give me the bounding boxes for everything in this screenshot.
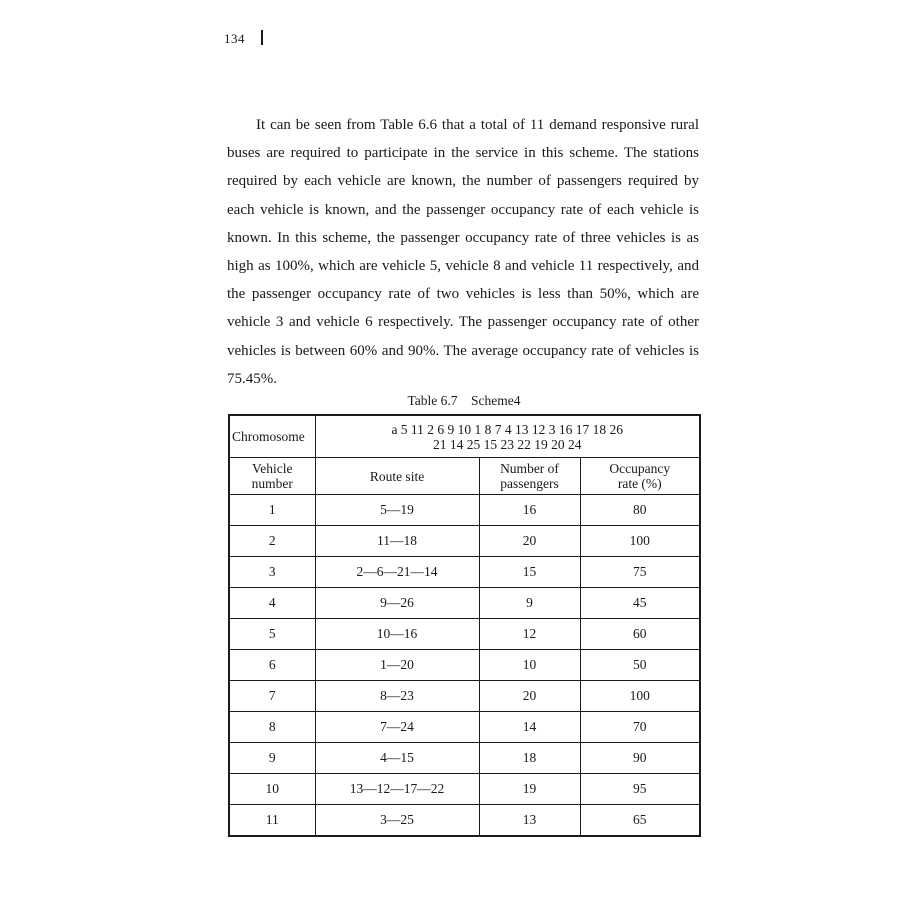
- cell-occupancy-rate: 65: [580, 805, 700, 837]
- cell-route-site: 11—18: [315, 526, 479, 557]
- cell-vehicle-number: 10: [229, 774, 315, 805]
- table-row: [229, 526, 700, 557]
- table-row: [229, 774, 700, 805]
- table-row: [229, 650, 700, 681]
- cell-route-site: 5—19: [315, 495, 479, 526]
- cell-vehicle-number: 3: [229, 557, 315, 588]
- header-passengers-line-1: Number of: [500, 461, 559, 476]
- cell-passengers: 9: [479, 588, 580, 619]
- cell-route-site: 4—15: [315, 743, 479, 774]
- table-row: [229, 619, 700, 650]
- cell-occupancy-rate: 95: [580, 774, 700, 805]
- header-passengers-line-2: passengers: [500, 476, 559, 491]
- cell-vehicle-number: 1: [229, 495, 315, 526]
- cell-vehicle-number: 6: [229, 650, 315, 681]
- table-row: [229, 805, 700, 837]
- cell-vehicle-number: 2: [229, 526, 315, 557]
- chromosome-sequence-line-1: a 5 11 2 6 9 10 1 8 7 4 13 12 3 16 17 18 26: [391, 421, 624, 437]
- cell-passengers: 14: [479, 712, 580, 743]
- cell-occupancy-rate: 75: [580, 557, 700, 588]
- table-row: [229, 588, 700, 619]
- cell-vehicle-number: 11: [229, 805, 315, 837]
- cell-passengers: 20: [479, 526, 580, 557]
- cell-vehicle-number: 7: [229, 681, 315, 712]
- header-passengers: [479, 458, 580, 495]
- table-caption: Table 6.7 Scheme4: [407, 393, 521, 408]
- cell-passengers: 19: [479, 774, 580, 805]
- cell-occupancy-rate: 100: [580, 681, 700, 712]
- cell-route-site: 13—12—17—22: [315, 774, 479, 805]
- chromosome-row: [229, 415, 700, 458]
- cell-passengers: 15: [479, 557, 580, 588]
- cell-occupancy-rate: 100: [580, 526, 700, 557]
- cell-passengers: 18: [479, 743, 580, 774]
- header-vehicle-number: [229, 458, 315, 495]
- page-number: 134: [224, 31, 245, 46]
- cell-passengers: 13: [479, 805, 580, 837]
- cell-route-site: 8—23: [315, 681, 479, 712]
- table-row: [229, 557, 700, 588]
- scheme-table: [228, 414, 701, 837]
- cell-route-site: 9—26: [315, 588, 479, 619]
- cell-passengers: 16: [479, 495, 580, 526]
- header-vehicle-line-2: number: [251, 476, 293, 491]
- cell-passengers: 12: [479, 619, 580, 650]
- cell-vehicle-number: 4: [229, 588, 315, 619]
- chromosome-sequence: [315, 415, 700, 458]
- cell-occupancy-rate: 70: [580, 712, 700, 743]
- chromosome-sequence-line-2: 21 14 25 15 23 22 19 20 24: [433, 436, 582, 452]
- cell-occupancy-rate: 45: [580, 588, 700, 619]
- header-occupancy-line-1: Occupancy: [609, 461, 671, 476]
- table-row: [229, 712, 700, 743]
- header-occupancy-rate: [580, 458, 700, 495]
- cell-vehicle-number: 9: [229, 743, 315, 774]
- cell-occupancy-rate: 60: [580, 619, 700, 650]
- chromosome-label: Chromosome: [229, 415, 315, 458]
- header-vehicle-line-1: Vehicle: [252, 461, 293, 476]
- page-number-rule: [261, 30, 263, 45]
- cell-occupancy-rate: 80: [580, 495, 700, 526]
- table-row: [229, 495, 700, 526]
- cell-passengers: 10: [479, 650, 580, 681]
- cell-passengers: 20: [479, 681, 580, 712]
- cell-route-site: 3—25: [315, 805, 479, 837]
- table-header-row: [229, 458, 700, 495]
- body-paragraph: It can be seen from Table 6.6 that a total of 11 demand responsive rural buses are required to participate in the service in this scheme. The stations required by each vehicle are known, the number of passengers required by each vehicle is known, and the passenger occupancy rate of each vehicle is known. In this scheme, the passenger occupancy rate of three vehicles is as high as 100%, which are vehicle 5, vehicle 8 and vehicle 11 respectively, and the passenger occupancy rate of two vehicles is less than 50%, which are vehicle 3 and vehicle 6 respectively. The passenger occupancy rate of other vehicles is between 60% and 90%. The average occupancy rate of vehicles is 75.45%.: [227, 117, 699, 387]
- cell-occupancy-rate: 50: [580, 650, 700, 681]
- cell-occupancy-rate: 90: [580, 743, 700, 774]
- cell-route-site: 7—24: [315, 712, 479, 743]
- cell-route-site: 2—6—21—14: [315, 557, 479, 588]
- header-occupancy-line-2: rate (%): [617, 476, 662, 491]
- header-route-site: Route site: [315, 458, 479, 495]
- cell-vehicle-number: 8: [229, 712, 315, 743]
- cell-route-site: 1—20: [315, 650, 479, 681]
- cell-route-site: 10—16: [315, 619, 479, 650]
- table-row: [229, 743, 700, 774]
- table-row: [229, 681, 700, 712]
- cell-vehicle-number: 5: [229, 619, 315, 650]
